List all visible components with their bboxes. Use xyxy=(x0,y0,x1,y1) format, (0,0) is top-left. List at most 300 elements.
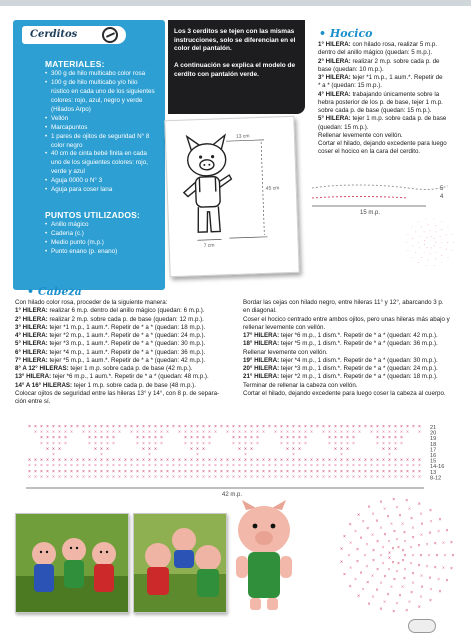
stitch-symbol: × xyxy=(58,440,61,447)
stitch-symbol: × xyxy=(310,474,313,481)
stitch-symbol: × xyxy=(274,468,277,475)
stitch-symbol: × xyxy=(46,440,49,447)
stitch-symbol: × xyxy=(88,435,91,442)
stitch-symbol: × xyxy=(396,545,400,552)
stitch-symbol: × xyxy=(376,435,379,442)
stitch-symbol: × xyxy=(371,511,375,518)
stitch-symbol: × xyxy=(389,584,393,591)
stitch-symbol: × xyxy=(406,457,409,464)
stitch-symbol: × xyxy=(106,457,109,464)
stitch-symbol: × xyxy=(250,463,253,470)
hocico-line: Cortar el hilado, dejando excedente para luego xyxy=(318,140,447,147)
stitch-symbol: × xyxy=(388,457,391,464)
stitch-symbol: × xyxy=(411,570,415,577)
stitch-symbol: × xyxy=(388,468,391,475)
stitch-symbol: × xyxy=(106,474,109,481)
stitch-symbol: × xyxy=(280,440,283,447)
stitch-symbol: × xyxy=(88,440,91,447)
stitch-symbol: × xyxy=(433,238,436,241)
stitch-symbol: × xyxy=(412,424,415,430)
hocico-line: coser el hocico en la cara del cerdito. xyxy=(318,148,421,156)
stitch-symbol: × xyxy=(370,474,373,481)
stitch-symbol: × xyxy=(298,457,301,464)
stitch-symbol: × xyxy=(398,592,402,599)
stitch-symbol: × xyxy=(353,577,357,583)
stitch-symbol: × xyxy=(280,424,283,430)
hocico-line: dentro del anillo mágico (quedan: 5 m.p.). xyxy=(318,49,433,57)
cabeza-right-line: 18° HILERA: tejer *5 m.p., 1 dism.*. Repetir de * a * (quedan: 36 m.p.). xyxy=(243,340,438,348)
stitch-symbol: × xyxy=(112,429,115,436)
stitch-symbol: × xyxy=(34,463,37,470)
points-item: • Medio punto (m.p.) xyxy=(45,239,163,248)
stitch-symbol: × xyxy=(160,463,163,470)
stitch-symbol: × xyxy=(328,424,331,430)
stitch-symbol: × xyxy=(112,468,115,475)
stitch-symbol: × xyxy=(124,468,127,475)
stitch-symbol: × xyxy=(425,264,427,267)
stitch-symbol: × xyxy=(148,452,151,458)
stitch-symbol: × xyxy=(136,440,139,447)
stitch-symbol: × xyxy=(376,463,379,470)
stitch-symbol: × xyxy=(357,593,361,600)
stitch-symbol: × xyxy=(417,543,421,550)
materials-item: • 1 pares de ojitos de seguridad N° 8 xyxy=(45,133,163,142)
hocico-line: (quedan: 15 m.p.). xyxy=(318,123,369,131)
stitch-symbol: × xyxy=(118,474,121,481)
stitch-symbol: × xyxy=(304,457,307,464)
stitch-symbol: × xyxy=(340,446,343,453)
stitch-symbol: × xyxy=(148,424,151,430)
stitch-symbol: × xyxy=(298,468,301,475)
stitch-symbol: × xyxy=(238,468,241,475)
stitch-symbol: × xyxy=(403,553,407,559)
stitch-symbol: × xyxy=(452,241,455,244)
stitch-symbol: × xyxy=(196,446,199,453)
stitch-symbol: × xyxy=(184,468,187,475)
stitch-symbol: × xyxy=(447,256,449,259)
stitch-symbol: × xyxy=(262,468,265,475)
stitch-symbol: × xyxy=(88,468,91,475)
stitch-symbol: × xyxy=(383,532,387,539)
stitch-symbol: × xyxy=(154,435,157,442)
stitch-symbol: × xyxy=(244,452,247,458)
stitch-symbol: × xyxy=(417,221,419,224)
stitch-symbol: × xyxy=(100,468,103,475)
stitch-symbol: × xyxy=(178,474,181,481)
stitch-symbol: × xyxy=(401,521,405,528)
stitch-symbol: × xyxy=(420,584,424,591)
stitch-symbol: × xyxy=(405,497,409,504)
stitch-symbol: × xyxy=(28,457,31,464)
cabeza-row-labels xyxy=(430,425,444,481)
cabeza-left-line: 3° HILERA: tejer *1 m.p., 1 aum.*. Repetir de * a * (quedan: 18 m.p.). xyxy=(15,323,206,331)
stitch-symbol: × xyxy=(148,446,151,453)
stitch-symbol: × xyxy=(100,452,103,458)
stitch-symbol: × xyxy=(64,424,67,430)
stitch-symbol: × xyxy=(412,245,414,248)
stitch-symbol: × xyxy=(292,452,295,458)
stitch-symbol: × xyxy=(434,258,437,261)
stitch-symbol: × xyxy=(395,569,399,575)
stitch-symbol: × xyxy=(358,424,361,430)
stitch-symbol: × xyxy=(40,429,43,436)
stitch-symbol: × xyxy=(46,446,49,453)
stitch-symbol: × xyxy=(386,592,390,598)
stitch-symbol: × xyxy=(280,474,283,481)
stitch-symbol: × xyxy=(118,424,121,430)
stitch-symbol: × xyxy=(418,474,421,481)
stitch-symbol: × xyxy=(172,474,175,481)
stitch-symbol: × xyxy=(124,424,127,430)
stitch-symbol: × xyxy=(94,463,97,470)
stitch-symbol: × xyxy=(376,424,379,430)
stitch-symbol: × xyxy=(82,424,85,430)
stitch-symbol: × xyxy=(70,424,73,430)
stitch-symbol: × xyxy=(262,424,265,430)
stitch-symbol: × xyxy=(423,239,426,242)
hocico-line: 5° HILERA: tejer 1 m.p. sobre cada p. de base xyxy=(318,115,447,123)
stitch-symbol: × xyxy=(64,474,67,481)
stitch-symbol: × xyxy=(447,226,449,229)
stitch-symbol: × xyxy=(316,463,319,470)
stitch-symbol: × xyxy=(355,547,359,553)
stitch-symbol: × xyxy=(202,446,205,453)
stitch-symbol: × xyxy=(202,468,205,475)
stitch-symbol: × xyxy=(196,440,199,447)
stitch-symbol: × xyxy=(445,234,447,237)
stitch-symbol: × xyxy=(347,553,351,559)
stitch-symbol: × xyxy=(154,429,157,436)
stitch-symbol: × xyxy=(244,440,247,447)
stitch-symbol: × xyxy=(441,540,445,547)
stitch-symbol: × xyxy=(441,241,443,244)
stitch-symbol: × xyxy=(106,435,109,442)
stitch-symbol: × xyxy=(88,429,91,436)
stitch-symbol: × xyxy=(429,230,431,233)
cabeza-row-label: 20 xyxy=(430,430,437,437)
stitch-symbol: × xyxy=(447,241,449,244)
stitch-symbol: × xyxy=(100,463,103,470)
stitch-symbol: × xyxy=(342,572,346,579)
materials-item: (Hilados Arpo) xyxy=(51,105,91,113)
stitch-symbol: × xyxy=(340,424,343,430)
stitch-symbol: × xyxy=(445,578,449,585)
stitch-symbol: × xyxy=(94,424,97,430)
stitch-symbol: × xyxy=(346,457,349,464)
stitch-symbol: × xyxy=(394,468,397,475)
stitch-symbol: × xyxy=(34,429,37,436)
stitch-symbol: × xyxy=(322,457,325,464)
stitch-symbol: × xyxy=(160,435,163,442)
stitch-symbol: × xyxy=(352,429,355,436)
stitch-symbol: × xyxy=(322,468,325,475)
stitch-symbol: × xyxy=(429,586,433,593)
cabeza-wave-rows xyxy=(28,424,421,480)
stitch-symbol: × xyxy=(451,553,455,559)
stitch-symbol: × xyxy=(142,463,145,470)
stitch-symbol: × xyxy=(190,474,193,481)
stitch-symbol: × xyxy=(400,463,403,470)
stitch-symbol: × xyxy=(40,468,43,475)
stitch-symbol: × xyxy=(348,583,352,590)
stitch-symbol: × xyxy=(244,446,247,453)
stitch-symbol: × xyxy=(148,440,151,447)
stitch-symbol: × xyxy=(417,604,421,611)
stitch-symbol: × xyxy=(371,594,375,601)
stitch-symbol: × xyxy=(310,424,313,430)
stitch-symbol: × xyxy=(441,221,443,224)
stitch-symbol: × xyxy=(433,564,437,571)
stitch-symbol: × xyxy=(379,525,383,532)
stitch-symbol: × xyxy=(160,474,163,481)
stitch-symbol: × xyxy=(339,546,343,553)
stitch-symbol: × xyxy=(118,463,121,470)
stitch-symbol: × xyxy=(406,468,409,475)
stitch-symbol: × xyxy=(388,446,391,453)
stitch-symbol: × xyxy=(407,506,411,513)
stitch-symbol: × xyxy=(214,457,217,464)
stitch-symbol: × xyxy=(154,446,157,453)
stitch-symbol: × xyxy=(298,474,301,481)
stitch-symbol: × xyxy=(400,468,403,475)
stitch-symbol: × xyxy=(286,468,289,475)
materials-item: • Marcapuntos xyxy=(45,124,163,133)
stitch-symbol: × xyxy=(388,452,391,458)
stitch-symbol: × xyxy=(178,429,181,436)
stitch-symbol: × xyxy=(438,517,442,523)
stitch-symbol: × xyxy=(232,424,235,430)
stitch-symbol: × xyxy=(52,429,55,436)
cabeza-right-line: 20° HILERA: tejer *3 m.p., 1 dism.*. Repetir de * a * (quedan: 24 m.p.). xyxy=(243,365,438,372)
stitch-symbol: × xyxy=(370,424,373,430)
stitch-symbol: × xyxy=(196,474,199,481)
stitch-symbol: × xyxy=(160,429,163,436)
stitch-symbol: × xyxy=(100,440,103,447)
stitch-symbol: × xyxy=(340,452,343,458)
stitch-symbol: × xyxy=(52,446,55,453)
stitch-symbol: × xyxy=(395,505,399,511)
stitch-symbol: × xyxy=(256,429,259,436)
stitch-symbol: × xyxy=(238,446,241,453)
cabeza-right-line: Coser el hocico centrado entre ambos ojitos, pero unas hileras más abajo y xyxy=(243,315,450,323)
stitch-symbol: × xyxy=(405,241,408,244)
cabeza-circle-diagram xyxy=(330,488,465,623)
stitch-symbol: × xyxy=(400,474,403,481)
stitch-symbol: × xyxy=(34,468,37,475)
stitch-symbol: × xyxy=(148,463,151,470)
stitch-symbol: × xyxy=(445,249,447,252)
stitch-symbol: × xyxy=(250,474,253,481)
stitch-symbol: × xyxy=(274,457,277,464)
stitch-symbol: × xyxy=(232,429,235,436)
stitch-symbol: × xyxy=(172,468,175,475)
stitch-symbol: × xyxy=(445,527,449,534)
cabeza-left-line: Colocar ojitos de seguridad entre las hileras 13° y 14°, con 8 p. de separa- xyxy=(15,389,220,397)
stitch-symbol: × xyxy=(346,424,349,430)
stitch-symbol: × xyxy=(154,440,157,447)
stitch-symbol: × xyxy=(70,468,73,475)
stitch-symbol: × xyxy=(358,468,361,475)
stitch-symbol: × xyxy=(160,457,163,464)
stitch-symbol: × xyxy=(256,474,259,481)
stitch-symbol: × xyxy=(220,457,223,464)
stitch-symbol: × xyxy=(226,463,229,470)
stitch-symbol: × xyxy=(28,474,31,481)
stitch-symbol: × xyxy=(262,429,265,436)
stitch-symbol: × xyxy=(310,463,313,470)
stitch-symbol: × xyxy=(394,474,397,481)
stitch-symbol: × xyxy=(64,457,67,464)
stitch-symbol: × xyxy=(244,424,247,430)
stitch-symbol: × xyxy=(178,468,181,475)
stitch-symbol: × xyxy=(178,463,181,470)
stitch-symbol: × xyxy=(160,424,163,430)
stitch-symbol: × xyxy=(364,468,367,475)
stitch-symbol: × xyxy=(178,457,181,464)
stitch-symbol: × xyxy=(160,440,163,447)
stitch-symbol: × xyxy=(130,474,133,481)
stitch-symbol: × xyxy=(304,468,307,475)
stitch-symbol: × xyxy=(190,446,193,453)
stitch-symbol: × xyxy=(286,440,289,447)
stitch-symbol: × xyxy=(286,474,289,481)
stitch-symbol: × xyxy=(136,424,139,430)
stitch-symbol: × xyxy=(82,468,85,475)
stitch-symbol: × xyxy=(46,424,49,430)
stitch-symbol: × xyxy=(112,474,115,481)
stitch-symbol: × xyxy=(433,245,436,248)
cabeza-row-label: 14-16 xyxy=(430,464,445,471)
stitch-symbol: × xyxy=(286,457,289,464)
cabeza-right-line: Cortar el hilado, dejando excedente para luego coser la cabeza al cuerpo. xyxy=(243,389,446,397)
stitch-symbol: × xyxy=(40,463,43,470)
stitch-symbol: × xyxy=(142,474,145,481)
photo-pigs-closeup xyxy=(133,513,227,613)
stitch-symbol: × xyxy=(418,429,421,436)
cabeza-left-line: Con hilado color rosa, proceder de la siguiente manera: xyxy=(15,299,168,306)
stitch-symbol: × xyxy=(429,519,433,526)
stitch-symbol: × xyxy=(425,542,429,549)
yarn-ball-icon xyxy=(102,27,118,43)
stitch-symbol: × xyxy=(148,435,151,442)
stitch-symbol: × xyxy=(451,249,453,252)
stitch-symbol: × xyxy=(398,513,402,520)
stitch-symbol: × xyxy=(118,429,121,436)
stitch-symbol: × xyxy=(355,559,359,565)
stitch-symbol: × xyxy=(280,457,283,464)
stitch-symbol: × xyxy=(82,429,85,436)
stitch-symbol: × xyxy=(340,474,343,481)
stitch-symbol: × xyxy=(352,424,355,430)
stitch-symbol: × xyxy=(244,435,247,442)
stitch-symbol: × xyxy=(52,468,55,475)
stitch-symbol: × xyxy=(142,424,145,430)
cabeza-instructions-left xyxy=(15,299,247,406)
stitch-symbol: × xyxy=(419,235,421,238)
cabeza-left-line: 13° HILERA: tejer *6 m.p., 1 aum.*. Repetir de * a * (quedan: 48 m.p.). xyxy=(15,373,209,381)
materials-item: • Aguja 0000 o N° 3 xyxy=(45,177,163,186)
stitch-symbol: × xyxy=(268,468,271,475)
stitch-symbol: × xyxy=(280,468,283,475)
stitch-symbol: × xyxy=(40,424,43,430)
stitch-symbol: × xyxy=(250,440,253,447)
stitch-symbol: × xyxy=(298,435,301,442)
stitch-symbol: × xyxy=(70,429,73,436)
stitch-symbol: × xyxy=(340,468,343,475)
stitch-symbol: × xyxy=(250,457,253,464)
stitch-symbol: × xyxy=(196,435,199,442)
stitch-symbol: × xyxy=(428,597,432,604)
cabeza-right-line: Rellenar levemente con vellón. xyxy=(243,348,328,356)
materials-item: rústico en cada uno de los siguientes xyxy=(51,87,155,95)
stitch-symbol: × xyxy=(262,457,265,464)
stitch-symbol: × xyxy=(190,429,193,436)
stitch-symbol: × xyxy=(367,504,371,511)
points-title: PUNTOS UTILIZADOS: xyxy=(45,210,141,220)
stitch-symbol: × xyxy=(346,474,349,481)
stitch-symbol: × xyxy=(340,429,343,436)
stitch-symbol: × xyxy=(361,586,365,593)
stitch-symbol: × xyxy=(148,429,151,436)
stitch-symbol: × xyxy=(250,435,253,442)
stitch-symbol: × xyxy=(412,474,415,481)
stitch-symbol: × xyxy=(352,468,355,475)
pattern-diagram xyxy=(164,116,299,277)
cabeza-right-line: en diagonal. xyxy=(243,307,277,315)
stitch-symbol: × xyxy=(430,236,432,239)
stitch-symbol: × xyxy=(381,561,385,567)
stitch-symbol: × xyxy=(441,228,443,231)
stitch-symbol: × xyxy=(358,474,361,481)
stitch-symbol: × xyxy=(298,429,301,436)
stitch-symbol: × xyxy=(292,440,295,447)
stitch-symbol: × xyxy=(106,424,109,430)
stitch-symbol: × xyxy=(428,508,432,515)
stitch-symbol: × xyxy=(238,435,241,442)
stitch-symbol: × xyxy=(136,435,139,442)
stitch-symbol: × xyxy=(220,474,223,481)
stitch-symbol: × xyxy=(190,435,193,442)
stitch-symbol: × xyxy=(376,567,380,574)
stitch-symbol: × xyxy=(304,435,307,442)
stitch-symbol: × xyxy=(334,468,337,475)
stitch-symbol: × xyxy=(214,474,217,481)
stitch-symbol: × xyxy=(394,424,397,430)
stitch-symbol: × xyxy=(370,463,373,470)
stitch-symbol: × xyxy=(148,457,151,464)
photo-single-pig xyxy=(224,500,306,612)
stitch-symbol: × xyxy=(232,457,235,464)
stitch-symbol: × xyxy=(388,435,391,442)
stitch-symbol: × xyxy=(88,424,91,430)
stitch-symbol: × xyxy=(358,457,361,464)
stitch-symbol: × xyxy=(419,553,423,559)
stitch-symbol: × xyxy=(376,538,380,545)
photo-pigs-closeup-image xyxy=(134,514,227,613)
stitch-symbol: × xyxy=(208,468,211,475)
stitch-symbol: × xyxy=(28,468,31,475)
stitch-symbol: × xyxy=(64,429,67,436)
stitch-symbol: × xyxy=(202,424,205,430)
stitch-symbol: × xyxy=(406,474,409,481)
pig-outline-drawing xyxy=(165,117,298,276)
cabeza-left-line: 5° HILERA: tejer *3 m.p., 1 aum.*. Repetir de * a * (quedan: 30 m.p.). xyxy=(15,340,206,348)
stitch-symbol: × xyxy=(410,590,414,597)
stitch-symbol: × xyxy=(214,424,217,430)
materials-item: • Vellón xyxy=(45,115,163,124)
stitch-symbol: × xyxy=(148,468,151,475)
stitch-symbol: × xyxy=(388,463,391,470)
